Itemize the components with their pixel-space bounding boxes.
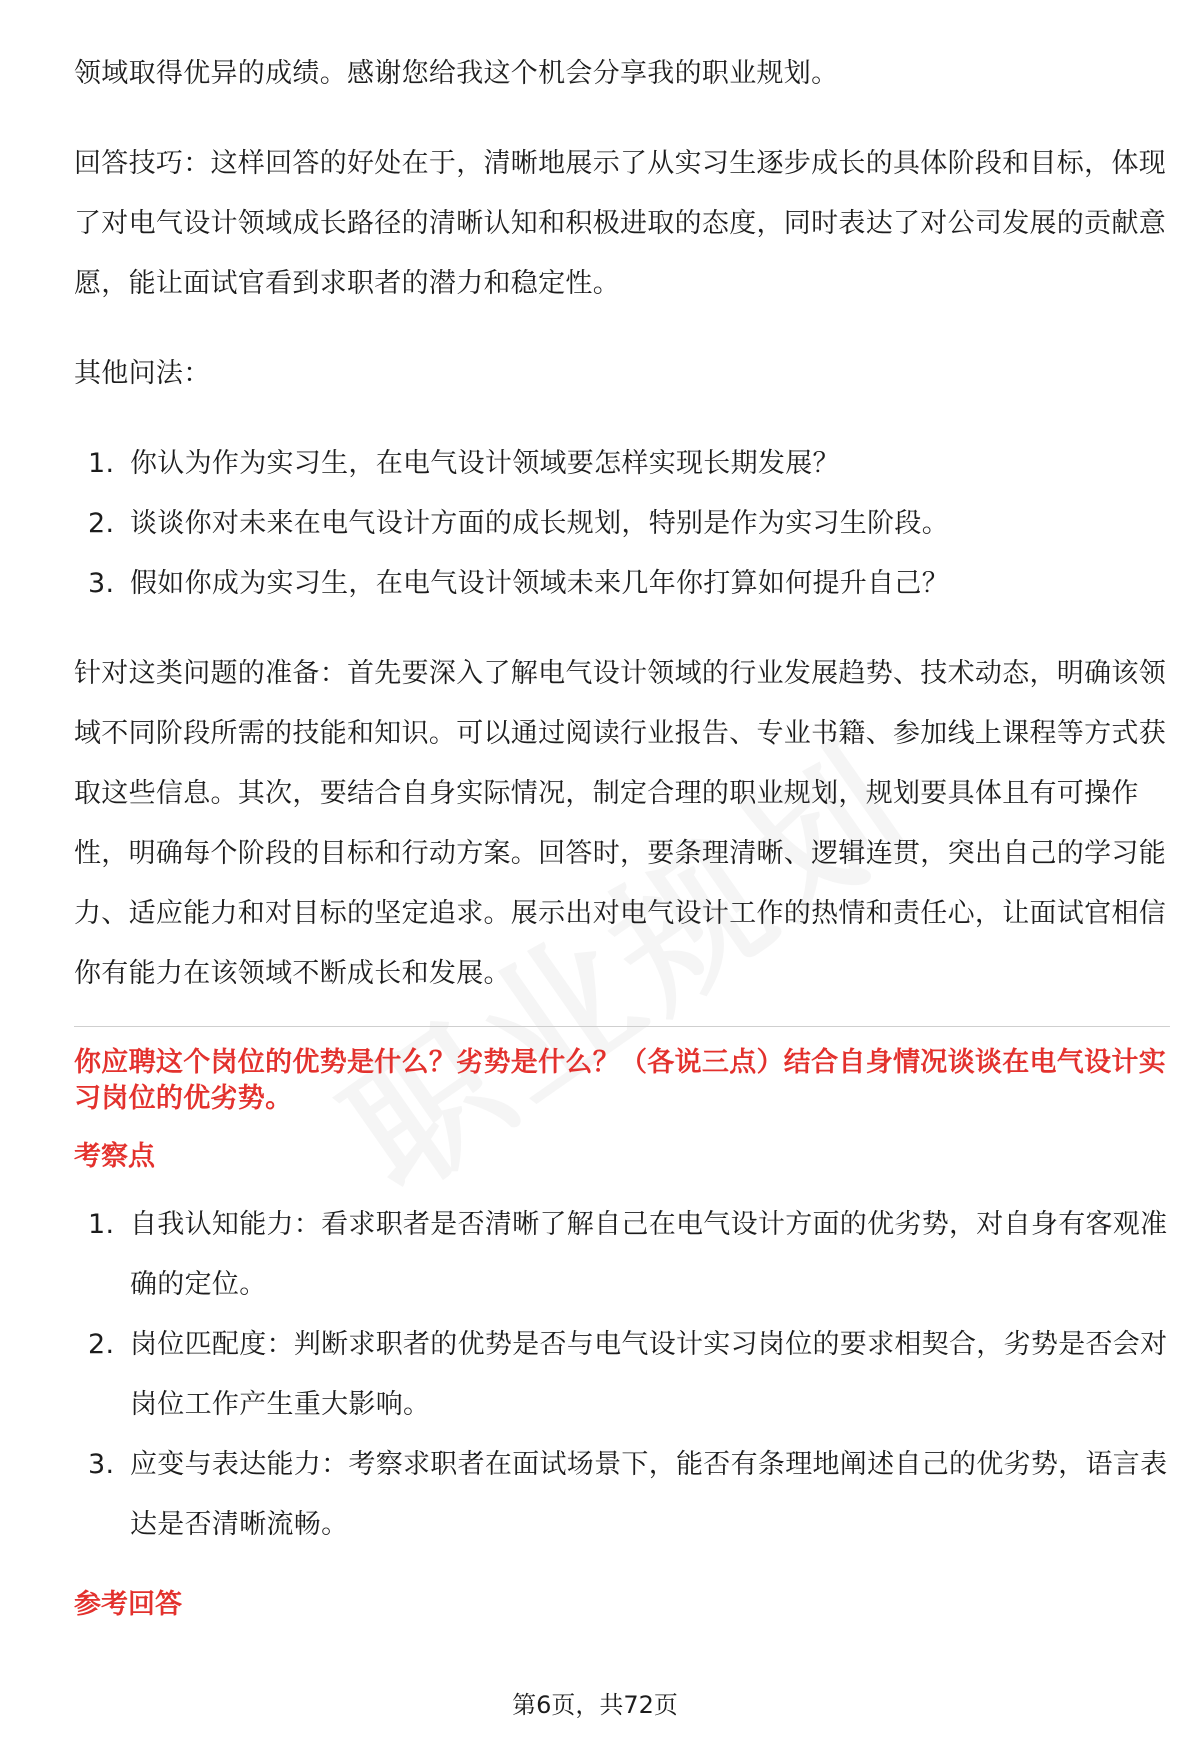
page-number-footer: 第6页，共72页 [512, 1691, 678, 1719]
answer-tips-paragraph: 回答技巧：这样回答的好处在于，清晰地展示了从实习生逐步成长的具体阶段和目标，体现了对电气设计领域成长路径的清晰认知和积极进取的态度，同时表达了对公司发展的贡献意愿，能让面试官看到求职者的潜力和稳定性。 [74, 148, 1166, 299]
page-content [74, 44, 1170, 1625]
list-item: 2. 岗位匹配度：判断求职者的优势是否与电气设计实习岗位的要求相契合，劣势是否会对岗位工作产生重大影响。 [88, 1329, 1168, 1420]
list-item: 2. 谈谈你对未来在电气设计方面的成长规划，特别是作为实习生阶段。 [88, 508, 949, 539]
other-asks-list [74, 434, 1170, 614]
list-item: 3. 假如你成为实习生，在电气设计领域未来几年你打算如何提升自己？ [88, 568, 949, 599]
examine-points-list [74, 1195, 1170, 1555]
other-asks-label: 其他问法： [74, 358, 211, 389]
section-divider [74, 1026, 1170, 1027]
reference-answer-heading: 参考回答 [74, 1589, 182, 1620]
list-item: 1. 你认为作为实习生，在电气设计领域要怎样实现长期发展？ [88, 448, 840, 479]
intro-paragraph-end: 领域取得优异的成绩。感谢您给我这个机会分享我的职业规划。 [74, 58, 839, 89]
examine-points-heading: 考察点 [74, 1141, 155, 1172]
list-item: 3. 应变与表达能力：考察求职者在面试场景下，能否有条理地阐述自己的优劣势，语言表达是否清晰流畅。 [88, 1449, 1168, 1540]
preparation-paragraph: 针对这类问题的准备：首先要深入了解电气设计领域的行业发展趋势、技术动态，明确该领域不同阶段所需的技能和知识。可以通过阅读行业报告、专业书籍、参加线上课程等方式获取这些信息。其次，要结合自身实际情况，制定合理的职业规划，规划要具体且有可操作性，明确每个阶段的目标和行动方案。回答时，要条理清晰、逻辑连贯，突出自己的学习能力、适应能力和对目标的坚定追求。展示出对电气设计工作的热情和责任心，让面试官相信你有能力在该领域不断成长和发展。 [74, 658, 1166, 989]
question-title: 你应聘这个岗位的优势是什么？劣势是什么？（各说三点）结合自身情况谈谈在电气设计实习岗位的优劣势。 [74, 1047, 1166, 1114]
list-item: 1. 自我认知能力：看求职者是否清晰了解自己在电气设计方面的优劣势，对自身有客观准确的定位。 [88, 1209, 1168, 1300]
